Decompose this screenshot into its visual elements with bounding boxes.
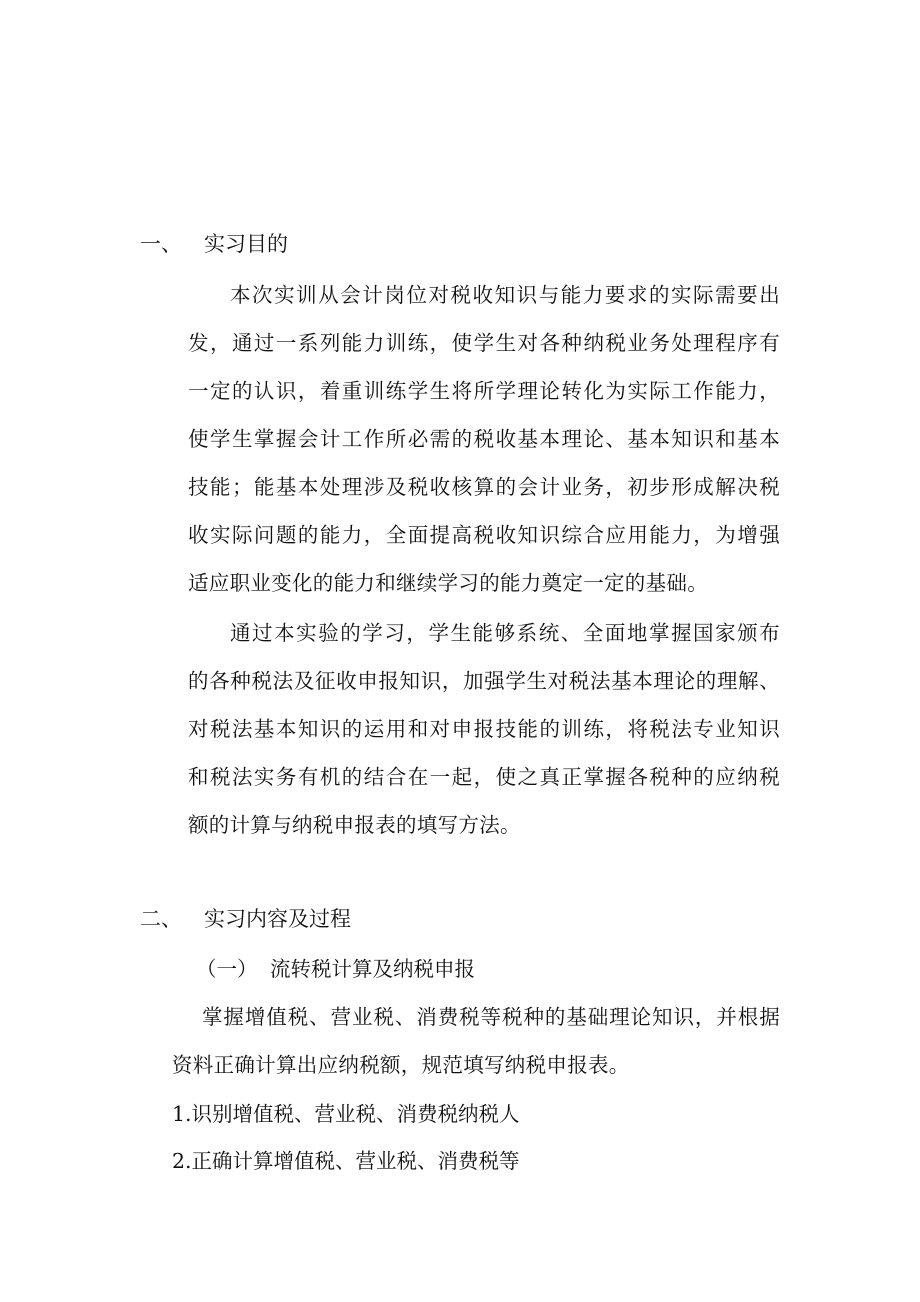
paragraph-line: 一定的认识，着重训练学生将所学理论转化为实际工作能力， bbox=[188, 379, 780, 403]
subheading-title: 流转税计算及纳税申报 bbox=[270, 957, 475, 981]
paragraph-line: 本次实训从会计岗位对税收知识与能力要求的实际需要出 bbox=[230, 283, 780, 307]
paragraph-line: 资料正确计算出应纳税额，规范填写纳税申报表。 bbox=[172, 1053, 630, 1077]
paragraph-line: 的各种税法及征收申报知识，加强学生对税法基本理论的理解、 bbox=[188, 669, 780, 693]
list-item: 2.正确计算增值税、营业税、消费税等 bbox=[172, 1149, 520, 1173]
section2-title: 实习内容及过程 bbox=[204, 907, 351, 931]
paragraph-line: 使学生掌握会计工作所必需的税收基本理论、基本知识和基本 bbox=[188, 427, 780, 451]
paragraph-line: 适应职业变化的能力和继续学习的能力奠定一定的基础。 bbox=[188, 571, 708, 595]
paragraph-line: 技能；能基本处理涉及税收核算的会计业务，初步形成解决税 bbox=[188, 475, 780, 499]
section1-paragraph-2 bbox=[188, 609, 780, 849]
section1-paragraph-1 bbox=[188, 271, 780, 607]
paragraph-line: 掌握增值税、营业税、消费税等税种的基础理论知识，并根据 bbox=[202, 1005, 780, 1029]
section2-paragraph bbox=[172, 993, 780, 1089]
section1-title: 实习目的 bbox=[204, 232, 288, 256]
section2-number: 二、 bbox=[140, 907, 182, 931]
paragraph-line: 发，通过一系列能力训练，使学生对各种纳税业务处理程序有 bbox=[188, 331, 780, 355]
paragraph-line: 通过本实验的学习，学生能够系统、全面地掌握国家颁布 bbox=[230, 621, 780, 645]
list-item: 1.识别增值税、营业税、消费税纳税人 bbox=[172, 1102, 520, 1126]
section2-heading bbox=[140, 904, 351, 934]
paragraph-line: 收实际问题的能力，全面提高税收知识综合应用能力，为增强 bbox=[188, 523, 780, 547]
section1-number: 一、 bbox=[140, 232, 182, 256]
section2-subheading-1 bbox=[196, 954, 475, 984]
subheading-number: （一） bbox=[196, 957, 258, 981]
paragraph-line: 和税法实务有机的结合在一起，使之真正掌握各税种的应纳税 bbox=[188, 765, 780, 789]
paragraph-line: 对税法基本知识的运用和对申报技能的训练，将税法专业知识 bbox=[188, 717, 780, 741]
section1-heading bbox=[140, 229, 288, 259]
paragraph-line: 额的计算与纳税申报表的填写方法。 bbox=[188, 813, 521, 837]
